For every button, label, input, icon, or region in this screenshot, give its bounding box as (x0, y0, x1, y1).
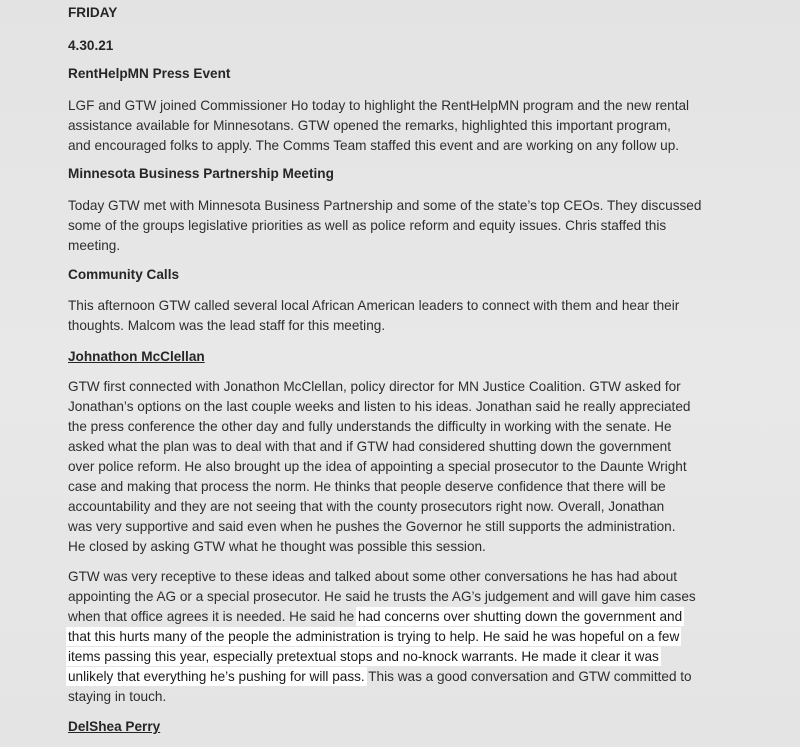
highlighted-text: had concerns over shutting down the government and (357, 609, 683, 624)
paragraph-line-highlight (68, 647, 659, 667)
paragraph-line: and encouraged folks to apply. The Comms Team staffed this event and are working on any follow up. (68, 138, 680, 153)
highlighted-text: unlikely that everything he’s pushing for will pass. (68, 669, 365, 684)
paragraph-line: over police reform. He also brought up the idea of appointing a special prosecutor to the Daunte Wright (68, 459, 687, 474)
plain-text: This was a good conversation and GTW committed to (364, 669, 692, 684)
paragraph-line: asked what the plan was to deal with that and if GTW had considered shutting down the government (68, 439, 672, 454)
paragraph-line-partial-highlight (68, 607, 682, 627)
paragraph-line: thoughts. Malcom was the lead staff for this meeting. (68, 318, 386, 333)
paragraph-line: some of the groups legislative priorities as well as police reform and equity issues. Chris staffed this (68, 218, 667, 233)
paragraph-line: staying in touch. (68, 689, 167, 704)
section-heading-mcclellan: Johnathon McClellan (68, 349, 205, 364)
paragraph-line: meeting. (68, 238, 121, 253)
section-heading-community-calls: Community Calls (68, 267, 180, 282)
paragraph-line-partial-highlight (68, 667, 692, 687)
highlighted-text: items passing this year, especially pretextual stops and no-knock warrants. He made it clear it was (68, 649, 659, 664)
paragraph-line: LGF and GTW joined Commissioner Ho today to highlight the RentHelpMN program and the new rental (68, 98, 690, 113)
paragraph-line: was very supportive and said even when he pushes the Governor he still supports the administration. (68, 519, 676, 534)
paragraph-line: He closed by asking GTW what he thought was possible this session. (68, 539, 486, 554)
plain-text: when that office agrees it is needed. He said he (68, 609, 358, 624)
paragraph-line: GTW first connected with Jonathon McClellan, policy director for MN Justice Coalition. GTW asked for (68, 379, 681, 394)
paragraph-line: Today GTW met with Minnesota Business Partnership and some of the state’s top CEOs. They discussed (68, 198, 702, 213)
paragraph-line: This afternoon GTW called several local African American leaders to connect with them and hear their (68, 298, 680, 313)
paragraph-line: the press conference the other day and fully understands the difficulty in working with the senate. He (68, 419, 672, 434)
paragraph-line: assistance available for Minnesotans. GTW opened the remarks, highlighted this important program, (68, 118, 671, 133)
section-heading-mbp: Minnesota Business Partnership Meeting (68, 166, 334, 181)
paragraph-line: case and making that process the norm. He thinks that people deserve confidence that there will be (68, 479, 666, 494)
day-heading: FRIDAY (68, 5, 118, 20)
highlighted-text: that this hurts many of the people the administration is trying to help. He said he was hopeful on a few (68, 629, 680, 644)
paragraph-line-highlight (68, 627, 679, 647)
paragraph-line: GTW was very receptive to these ideas and talked about some other conversations he has had about (68, 569, 678, 584)
paragraph-line: accountability and they are not seeing that with the county prosecutors right now. Overall, Jonathan (68, 499, 665, 514)
section-heading-perry: DelShea Perry (68, 719, 161, 734)
section-heading-renthelpmn: RentHelpMN Press Event (68, 66, 231, 81)
date-heading: 4.30.21 (68, 38, 114, 53)
paragraph-line: appointing the AG or a special prosecutor. He said he trusts the AG’s judgement and will gave him cases (68, 589, 696, 604)
paragraph-line: Jonathan’s options on the last couple weeks and listen to his ideas. Jonathan said he really appreciated (68, 399, 691, 414)
